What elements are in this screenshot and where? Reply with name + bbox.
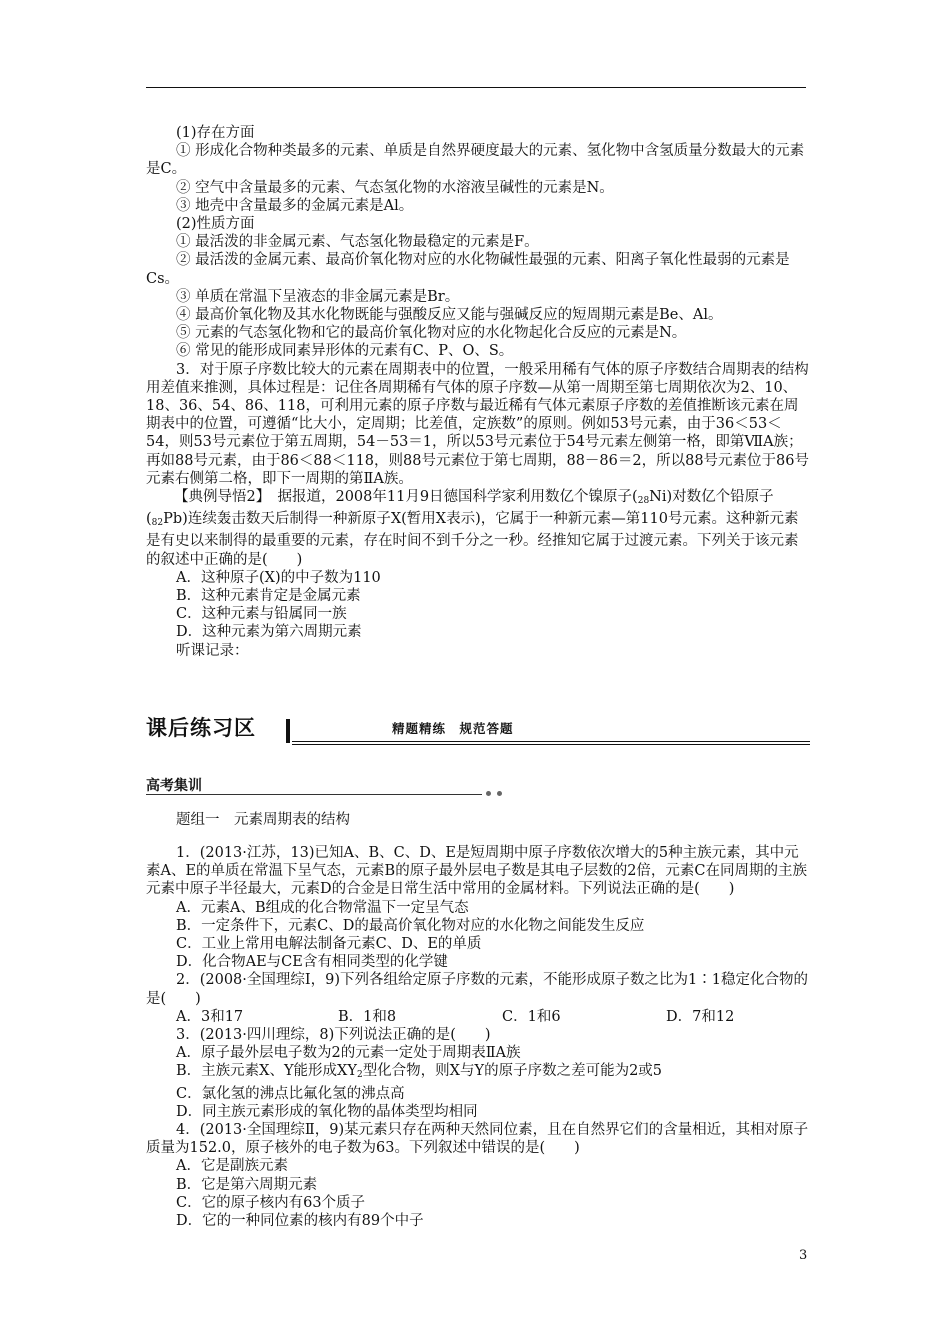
prop-item-2: ② 最活泼的金属元素、最高价氧化物对应的水化物碱性最强的元素、阳离子氧化性最弱的元素是Cs。 — [146, 252, 790, 287]
q4-option: C．它的原子核内有63个质子 — [176, 1194, 366, 1211]
example-option: C．这种元素与铅属同一族 — [176, 606, 347, 623]
pb-symbol: Pb — [163, 511, 183, 528]
q2-option: C．1和6 — [502, 1008, 561, 1025]
prop-heading: (2)性质方面 — [176, 216, 255, 233]
q1-option: B．一定条件下，元素C、D的最高价氧化物对应的水化物之间能发生反应 — [176, 917, 645, 934]
q2-options-row — [146, 1008, 810, 1026]
section-subtitle: 精题精练 规范答题 — [392, 721, 514, 736]
dot-icon — [497, 791, 502, 796]
prop-item-1: ① 最活泼的非金属元素、气态氢化物最稳定的元素是F。 — [176, 234, 539, 251]
q3-option: D．同主族元素形成的氧化物的晶体类型均相同 — [176, 1103, 478, 1120]
q4-option: D．它的一种同位素的核内有89个中子 — [176, 1213, 424, 1230]
q3-stem: 3．(2013·四川理综，8)下列说法正确的是( ) — [176, 1027, 491, 1044]
page-number: 3 — [799, 1248, 808, 1263]
section-title: 课后练习区 — [146, 716, 256, 740]
q2-option: D．7和12 — [666, 1008, 735, 1025]
q3-b-subscript: 2 — [356, 1070, 363, 1081]
example-option: D．这种元素为第六周期元素 — [176, 624, 362, 641]
section-divider-bar — [286, 719, 290, 743]
q1-stem: 1．(2013·江苏，13)已知A、B、C、D、E是短周期中原子序数依次增大的5种主族元素，其中元素A、E的单质在常温下呈气态，元素B的原子最外层电子数是其电子层数的2倍，元素C在同周期的主族元素中原子半径最大，元素D的合金是日常生活中常用的金属材料。下列说法正确的是( ) — [146, 845, 808, 898]
notes-label: 听课记录： — [176, 642, 249, 659]
exist-heading: (1)存在方面 — [176, 125, 255, 141]
q3-option: C．氯化氢的沸点比氟化氢的沸点高 — [176, 1085, 405, 1102]
q4-option: B．它是第六周期元素 — [176, 1176, 318, 1193]
prop-item-4: ④ 最高价氧化物及其水化物既能与强酸反应又能与强碱反应的短周期元素是Be、Al。 — [176, 307, 723, 324]
example-text-a: 据报道，2008年11月9日德国科学家利用数亿个镍原子( — [277, 489, 638, 506]
example-stem — [146, 488, 810, 569]
q4-option: A．它是副族元素 — [176, 1158, 288, 1175]
top-text-block — [146, 124, 810, 660]
ni-atomic-number: 28 — [637, 496, 650, 507]
subhead-title: 高考集训 — [146, 778, 202, 794]
q1-option: A．元素A、B组成的化合物常温下一定呈气态 — [176, 899, 469, 916]
exist-item-2: ② 空气中含量最多的元素、气态氢化物的水溶液呈碱性的元素是N。 — [176, 179, 614, 196]
exist-item-1: ① 形成化合物种类最多的元素、单质是自然界硬度最大的元素、氢化物中含氢质量分数最大的元素是C。 — [146, 143, 805, 178]
example-option: B．这种元素肯定是金属元素 — [176, 588, 361, 605]
section-underline — [292, 741, 810, 742]
example-text-b: )对数亿个铅原子( — [146, 489, 774, 528]
prop-item-5: ⑤ 元素的气态氢化物和它的最高价氧化物对应的水化物起化合反应的元素是N。 — [176, 325, 687, 342]
q3-option-b — [146, 1062, 810, 1084]
example-label: 【典例导悟2】 — [174, 489, 263, 506]
q3-b-text-tail: 型化合物，则X与Y的原子序数之差可能为2或5 — [362, 1063, 663, 1080]
example-option: A．这种原子(X)的中子数为110 — [176, 569, 381, 586]
q2-stem: 2．(2008·全国理综Ⅰ，9)下列各组给定原子序数的元素，不能形成原子数之比为1∶1稳定化合物的是( ) — [146, 972, 808, 1007]
subhead-rule — [146, 794, 482, 795]
group-title: 题组一 元素周期表的结构 — [176, 812, 350, 828]
q3-b-text: B．主族元素X、Y能形成XY — [176, 1063, 357, 1080]
section-banner — [146, 713, 810, 745]
dot-icon — [486, 791, 491, 796]
header-rule — [146, 87, 806, 88]
section-underline-thin — [292, 744, 810, 745]
q1-option: C．工业上常用电解法制备元素C、D、E的单质 — [176, 936, 482, 953]
prop-item-3: ③ 单质在常温下呈液态的非金属元素是Br。 — [176, 288, 460, 305]
q1-option: D．化合物AE与CE含有相同类型的化学键 — [176, 954, 448, 971]
q2-option: B．1和8 — [338, 1008, 397, 1025]
questions-block — [146, 844, 810, 1230]
point-3-paragraph: 3．对于原子序数比较大的元素在周期表中的位置，一般采用稀有气体的原子序数结合周期表的结构用差值来推测，具体过程是：记住各周期稀有气体的原子序数—从第一周期至第七周期依次为2、10、18、36、54、86、118，可利用元素的原子序数与最近稀有气体元素原子序数的差值推断该元素在周期表中的位置，可遵循“比大小，定周期；比差值，定族数”的原则。例如53号元素，由于36＜53＜54，则53号元素位于第五周期，54－53＝1，所以53号元素位于54号元素左侧第一格，即第ⅦA族；再如88号元素，由于86＜88＜118，则88号元素位于第七周期，88－86＝2，所以88号元素位于86号元素右侧第二格，即下一周期的第ⅡA族。 — [146, 361, 810, 487]
q3-option: A．原子最外层电子数为2的元素一定处于周期表ⅡA族 — [176, 1045, 521, 1062]
subhead — [146, 775, 506, 797]
example-text-c: )连续轰击数天后制得一种新原子X(暂用X表示)，它属于一种新元素—第110号元素。这种新元素是有史以来制得的最重要的元素，存在时间不到千分之一秒。经推知它属于过渡元素。下列关于该元素的叙述中正确的是( ) — [146, 511, 799, 568]
q4-stem: 4．(2013·全国理综Ⅱ，9)某元素只存在两种天然同位素，且在自然界它们的含量相近，其相对原子质量为152.0，原子核外的电子数为63。下列叙述中错误的是( ) — [146, 1122, 809, 1157]
exist-item-3: ③ 地壳中含量最多的金属元素是Al。 — [176, 197, 414, 214]
q2-option: A．3和17 — [176, 1008, 244, 1025]
pb-atomic-number: 82 — [151, 518, 164, 529]
ni-symbol: Ni — [649, 489, 667, 506]
prop-item-6: ⑥ 常见的能形成同素异形体的元素有C、P、O、S。 — [176, 343, 514, 360]
